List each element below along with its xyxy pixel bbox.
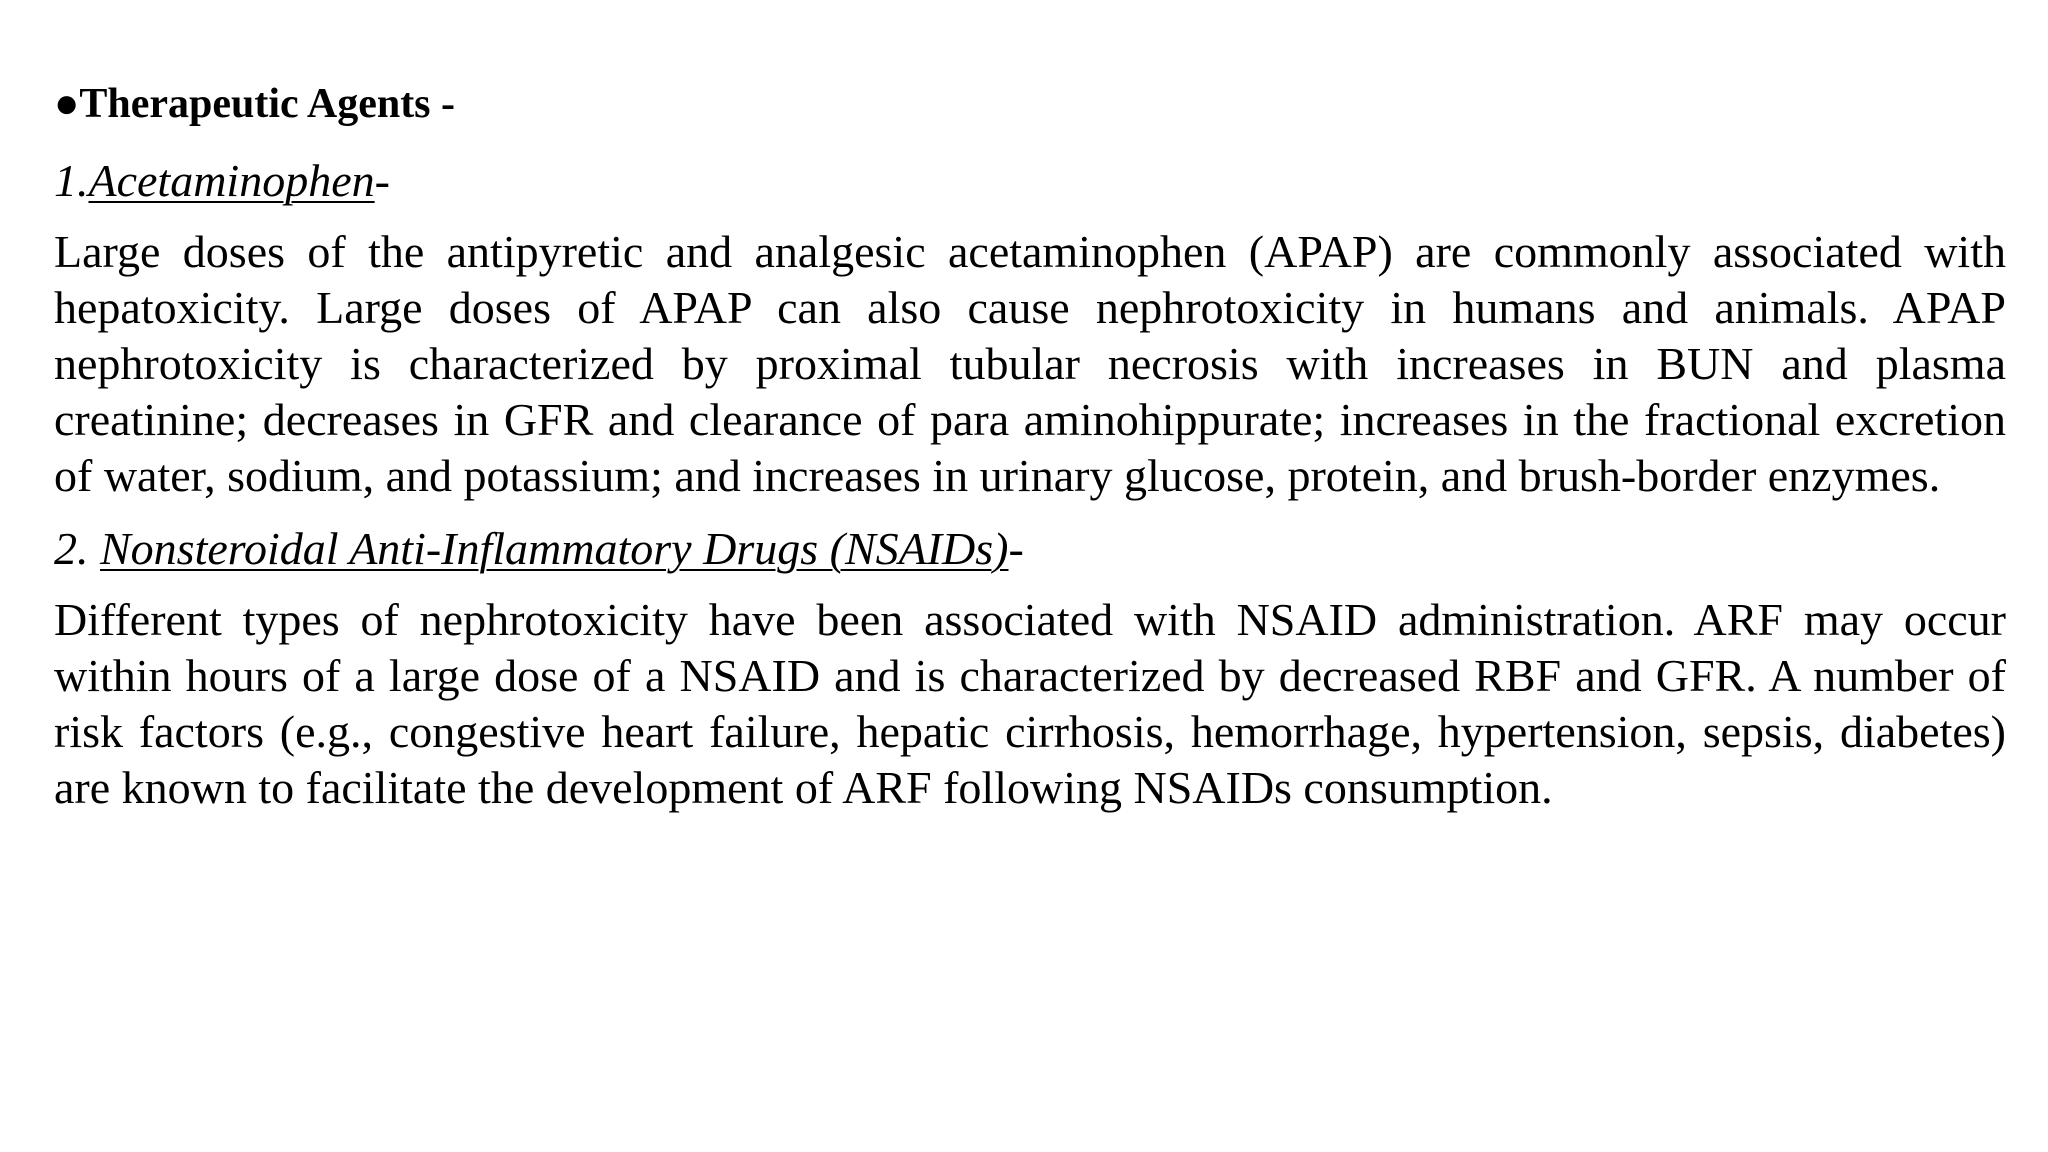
section-title-text: Acetaminophen	[88, 155, 375, 206]
slide-heading	[54, 78, 2006, 130]
paragraph-acetaminophen: Large doses of the antipyretic and analgesic acetaminophen (APAP) are commonly associated with hepatoxicity. Large doses of APAP can also cause nephrotoxicity in humans and animals. APAP nephrotoxicity is characterized by proximal tubular necrosis with increases in BUN and plasma creatinine; decreases in GFR and clearance of para aminohippurate; increases in the fractional excretion of water, sodium, and potassium; and increases in urinary glucose, protein, and brush-border enzymes.	[54, 226, 2006, 501]
bullet-glyph: ●	[54, 81, 80, 127]
section-title-suffix: -	[1008, 523, 1024, 574]
heading-text: Therapeutic Agents -	[79, 81, 456, 127]
section-title-nsaids	[54, 522, 2006, 576]
section-number: 2.	[54, 523, 100, 574]
paragraph-nsaids: Different types of nephrotoxicity have been associated with NSAID administration. ARF may occur within hours of a large dose of a NSAID and is characterized by decreased RBF and GFR. A number of risk factors (e.g., congestive heart failure, hepatic cirrhosis, hemorrhage, hypertension, sepsis, diabetes) are known to facilitate the development of ARF following NSAIDs consumption.	[54, 594, 2006, 813]
section-title-suffix: -	[374, 155, 390, 206]
section-title-text: Nonsteroidal Anti-Inflammatory Drugs (NSAIDs)	[100, 523, 1009, 574]
section-number: 1.	[54, 155, 89, 206]
section-title-acetaminophen	[54, 154, 2006, 208]
slide-content	[54, 78, 2006, 834]
